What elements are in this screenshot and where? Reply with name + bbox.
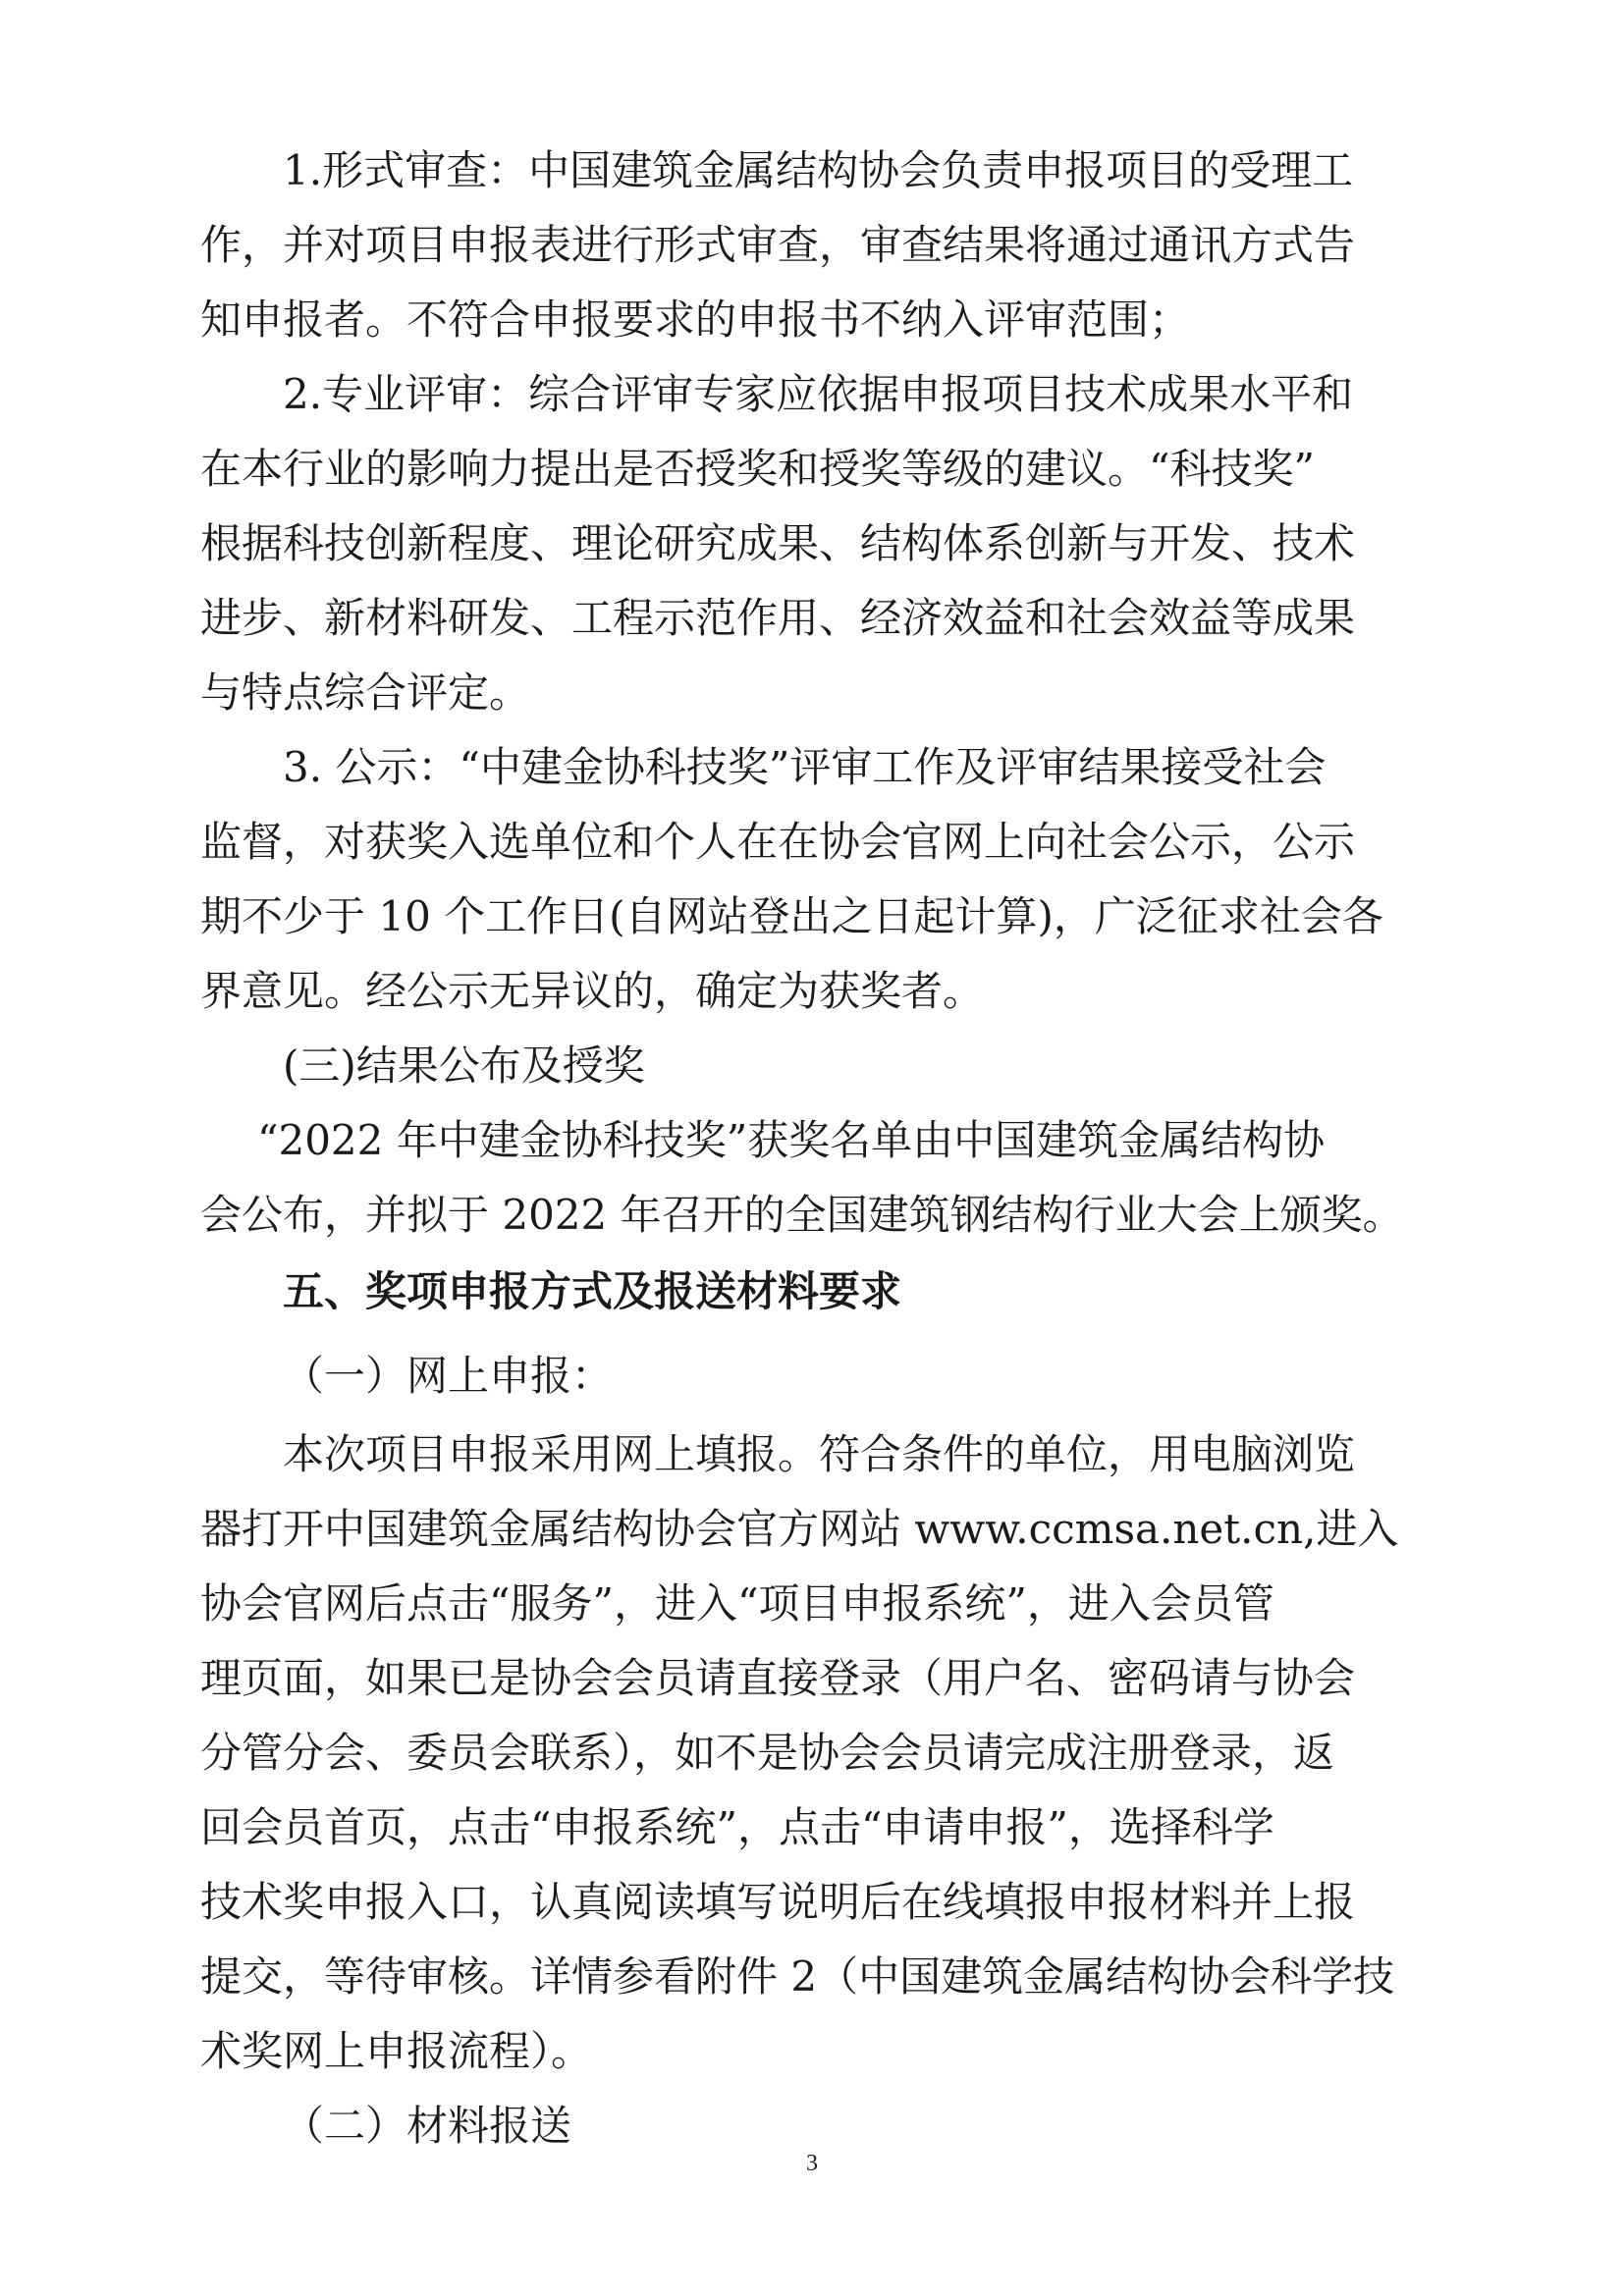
online-body-line-4: 理页面，如果已是协会会员请直接登录（用户名、密码请与协会 — [200, 1654, 1356, 1702]
results-body-line-2: 会公布，并拟于 2022 年召开的全国建筑钢结构行业大会上颁奖。 — [200, 1191, 1404, 1239]
online-body-line-8: 提交，等待审核。详情参看附件 2（中国建筑金属结构协会科学技 — [200, 1952, 1395, 2001]
online-body-line-7: 技术奖申报入口，认真阅读填写说明后在线填报申报材料并上报 — [200, 1878, 1356, 1926]
public-notice-line-2: 监督，对获奖入选单位和个人在在协会官网上向社会公示，公示 — [200, 818, 1356, 866]
section-five-heading: 五、奖项申报方式及报送材料要求 — [283, 1267, 902, 1315]
online-body-line-6: 回会员首页，点击“申报系统”，点击“申请申报”，选择科学 — [200, 1803, 1274, 1851]
formal-review-line-1: 1.形式审查：中国建筑金属结构协会负责申报项目的受理工 — [283, 146, 1354, 194]
results-body-line-1: “2022 年中建金协科技奖”获奖名单由中国建筑金属结构协 — [257, 1116, 1326, 1164]
formal-review-line-2: 作，并对项目申报表进行形式审查，审查结果将通过通讯方式告 — [200, 221, 1356, 269]
professional-review-line-4: 进步、新材料研发、工程示范作用、经济效益和社会效益等成果 — [200, 594, 1356, 642]
online-heading: （一）网上申报： — [283, 1352, 614, 1400]
professional-review-line-3: 根据科技创新程度、理论研究成果、结构体系创新与开发、技术 — [200, 519, 1356, 567]
online-body-line-3: 协会官网后点击“服务”，进入“项目申报系统”，进入会员管 — [200, 1579, 1274, 1628]
materials-heading: （二）材料报送 — [283, 2102, 572, 2150]
professional-review-line-1: 2.专业评审：综合评审专家应依据申报项目技术成果水平和 — [283, 370, 1354, 418]
professional-review-line-2: 在本行业的影响力提出是否授奖和授奖等级的建议。“科技奖” — [200, 445, 1315, 493]
public-notice-line-3: 期不少于 10 个工作日(自网站登出之日起计算)，广泛征求社会各 — [200, 892, 1383, 940]
formal-review-line-3: 知申报者。不符合申报要求的申报书不纳入评审范围； — [200, 295, 1191, 344]
professional-review-line-5: 与特点综合评定。 — [200, 668, 531, 717]
online-body-line-2: 器打开中国建筑金属结构协会官方网站 www.ccmsa.net.cn,进入 — [200, 1505, 1399, 1553]
online-body-line-1: 本次项目申报采用网上填报。符合条件的单位，用电脑浏览 — [283, 1430, 1356, 1478]
page-number: 3 — [806, 2151, 818, 2176]
results-heading: (三)结果公布及授奖 — [283, 1041, 645, 1090]
public-notice-line-4: 界意见。经公示无异议的，确定为获奖者。 — [200, 967, 985, 1015]
online-body-line-5: 分管分会、委员会联系），如不是协会会员请完成注册登录，返 — [200, 1729, 1335, 1777]
public-notice-line-1: 3. 公示：“中建金协科技奖”评审工作及评审结果接受社会 — [283, 743, 1326, 791]
online-body-line-9: 术奖网上申报流程）。 — [200, 2027, 593, 2075]
